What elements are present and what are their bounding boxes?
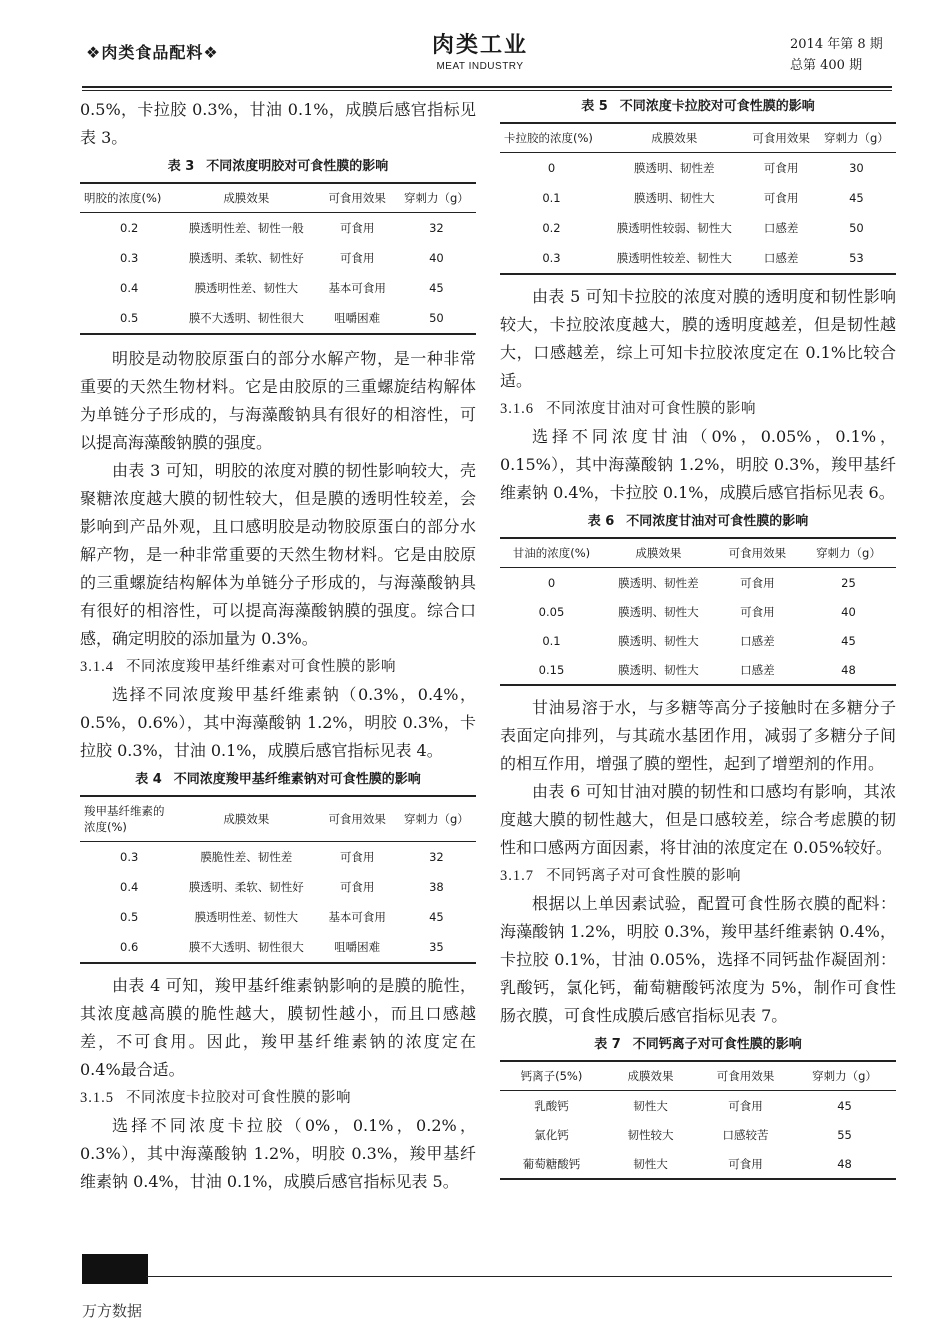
table-cell: 可食用 bbox=[339, 850, 375, 864]
table4-caption bbox=[80, 771, 476, 789]
body-paragraph: 明胶是动物胶原蛋白的部分水解产物，是一种非常重要的天然生物材料。它是由胶原的三重螺旋结构解体为单链分子形成的，与海藻酸钠具有很好的相溶性，可以提高海藻酸钠膜的强度。 bbox=[80, 349, 476, 452]
table-cell: 0 bbox=[547, 161, 556, 175]
journal-masthead bbox=[400, 28, 560, 72]
column-header: 成膜效果 bbox=[603, 1061, 698, 1091]
table3-title: 不同浓度明胶对可食性膜的影响 bbox=[206, 159, 389, 174]
table6-caption bbox=[500, 513, 896, 531]
body-paragraph: 甘油易溶于水，与多糖等高分子接触时在多糖分子表面定向排列，与其疏水基团作用，减弱了多糖分子间的相互作用，增强了膜的塑性，起到了增塑剂的作用。 bbox=[500, 698, 896, 773]
table-cell: 口感较苦 bbox=[722, 1127, 769, 1142]
table-cell: 膜透明、韧性差 bbox=[618, 575, 699, 590]
table-row bbox=[80, 273, 476, 303]
table-cell: 膜透明性差、韧性大 bbox=[194, 281, 299, 295]
section-heading-3-1-4 bbox=[80, 653, 476, 681]
table-row bbox=[500, 1120, 896, 1149]
table-cell: 膜透明、柔软、韧性好 bbox=[188, 880, 304, 894]
table-cell: 膜透明性差、韧性大 bbox=[194, 910, 299, 924]
page-number-block bbox=[82, 1254, 148, 1284]
section-title: 不同浓度卡拉胶对可食性膜的影响 bbox=[126, 1090, 351, 1106]
table-header-row bbox=[500, 1061, 896, 1091]
table-cell: 45 bbox=[429, 910, 444, 924]
table-cell: 25 bbox=[841, 575, 856, 590]
table7-title: 不同钙离子对可食性膜的影响 bbox=[632, 1037, 802, 1052]
table-cell: 韧性大 bbox=[603, 1149, 698, 1179]
column-header: 卡拉胶的浓度(%) bbox=[500, 123, 603, 153]
table-cell: 0.2 bbox=[120, 221, 139, 235]
column-header: 甘油的浓度(%) bbox=[500, 538, 603, 568]
table-cell: 0.3 bbox=[120, 251, 139, 265]
table-row bbox=[80, 932, 476, 963]
table-cell: 口感差 bbox=[746, 243, 817, 274]
table-row bbox=[500, 183, 896, 213]
table-cell: 40 bbox=[841, 604, 856, 619]
column-header: 可食用效果 bbox=[714, 538, 801, 568]
journal-title-en: MEAT INDUSTRY bbox=[436, 61, 524, 72]
table-row bbox=[80, 872, 476, 902]
body-paragraph: 选择不同浓度甘油（0%，0.05%，0.1%，0.15%），其中海藻酸钠 1.2%，明胶 0.3%，羧甲基纤维素钠 0.4%，卡拉胶 0.1%，成膜后感官指标见表 6。 bbox=[500, 427, 896, 502]
table-row bbox=[80, 243, 476, 273]
table-row bbox=[80, 842, 476, 873]
table3 bbox=[80, 182, 476, 335]
table-cell: 55 bbox=[837, 1127, 852, 1142]
column-header: 成膜效果 bbox=[175, 796, 318, 842]
table-cell: 膜脆性差、韧性差 bbox=[200, 850, 293, 864]
journal-title-cn: 肉类工业 bbox=[431, 32, 528, 58]
section-title: 不同浓度羧甲基纤维素对可食性膜的影响 bbox=[126, 659, 396, 675]
table-row bbox=[500, 153, 896, 184]
left-column bbox=[80, 96, 476, 1196]
table6-number: 表 6 bbox=[587, 514, 615, 529]
body-paragraph: 由表 3 可知，明胶的浓度对膜的韧性影响较大，壳聚糖浓度越大膜的韧性较大，但是膜的透明性较差，会影响到产品外观，且口感明胶是动物胶原蛋白的部分水解产物，是一种非常重要的天然生物材料。它是由胶原的三重螺旋结构解体为单链分子形成的，与海藻酸钠具有很好的相溶性，可以提高海藻酸钠膜的强度。综合口感，确定明胶的添加量为 0.3%。 bbox=[80, 461, 476, 648]
table-cell: 0.4 bbox=[120, 281, 139, 295]
table-cell: 乳酸钙 bbox=[534, 1098, 569, 1113]
table-cell: 0.5 bbox=[120, 910, 139, 924]
table-cell: 0.1 bbox=[542, 191, 561, 205]
table4 bbox=[80, 795, 476, 964]
table-cell: 35 bbox=[397, 932, 476, 963]
table-cell: 0.15 bbox=[500, 655, 603, 685]
column-header: 成膜效果 bbox=[603, 538, 714, 568]
table-cell: 膜透明、柔软、韧性好 bbox=[188, 251, 304, 265]
section-heading-3-1-7 bbox=[500, 862, 896, 890]
table-cell: 38 bbox=[429, 880, 444, 894]
section-heading-3-1-5 bbox=[80, 1084, 476, 1112]
table-cell: 可食用 bbox=[763, 161, 799, 175]
table-cell: 48 bbox=[801, 655, 896, 685]
issue-info bbox=[790, 34, 883, 76]
table-cell: 膜透明、韧性大 bbox=[603, 655, 714, 685]
table-cell: 氯化钙 bbox=[534, 1127, 569, 1142]
table-row bbox=[500, 1149, 896, 1179]
table-row bbox=[500, 597, 896, 626]
issue-number: 2014 年第 8 期 bbox=[790, 37, 883, 52]
table-row bbox=[80, 902, 476, 932]
table-cell: 咀嚼困难 bbox=[318, 932, 397, 963]
table-cell: 可食用 bbox=[339, 251, 375, 265]
table-cell: 0.3 bbox=[500, 243, 603, 274]
column-header: 成膜效果 bbox=[603, 123, 746, 153]
header-rule bbox=[82, 86, 892, 88]
table-cell: 0 bbox=[547, 575, 556, 590]
right-column bbox=[500, 96, 896, 1180]
table-cell: 45 bbox=[429, 281, 444, 295]
table-cell: 葡萄糖酸钙 bbox=[500, 1149, 603, 1179]
total-issue: 总第 400 期 bbox=[790, 58, 863, 73]
table-cell: 可食用 bbox=[728, 1098, 763, 1113]
page-header bbox=[0, 0, 950, 90]
table-cell: 0.4 bbox=[120, 880, 139, 894]
section-title: 不同浓度甘油对可食性膜的影响 bbox=[546, 401, 756, 417]
watermark: 万方数据 bbox=[82, 1302, 143, 1320]
table-cell: 可食用 bbox=[698, 1149, 793, 1179]
table-cell: 膜透明性较弱、韧性大 bbox=[616, 221, 732, 235]
table6-title: 不同浓度甘油对可食性膜的影响 bbox=[626, 514, 809, 529]
table-row bbox=[80, 303, 476, 334]
column-header: 穿刺力（g） bbox=[817, 123, 896, 153]
table5 bbox=[500, 122, 896, 275]
table-cell: 可食用 bbox=[339, 221, 375, 235]
table-cell: 韧性大 bbox=[633, 1098, 668, 1113]
footer-rule bbox=[146, 1276, 892, 1277]
table-cell: 0.05 bbox=[538, 604, 565, 619]
table7-number: 表 7 bbox=[594, 1037, 621, 1052]
column-header: 可食用效果 bbox=[746, 123, 817, 153]
body-paragraph: 由表 6 可知甘油对膜的韧性和口感均有影响，其浓度越大膜的韧性越大，但是口感较差，综合考虑膜的韧性和口感两方面因素，将甘油的浓度定在 0.05%较好。 bbox=[500, 782, 896, 857]
table-row bbox=[80, 213, 476, 244]
table4-title: 不同浓度羧甲基纤维素钠对可食性膜的影响 bbox=[173, 772, 421, 787]
table-cell: 45 bbox=[849, 191, 864, 205]
column-header: 可食用效果 bbox=[698, 1061, 793, 1091]
section-number: 3.1.6 bbox=[500, 401, 534, 417]
table-cell: 50 bbox=[849, 221, 864, 235]
body-paragraph: 选择不同浓度卡拉胶（0%，0.1%，0.2%，0.3%），其中海藻酸钠 1.2%，明胶 0.3%，羧甲基纤维素钠 0.4%，甘油 0.1%，成膜后感官指标见表 5。 bbox=[80, 1116, 476, 1191]
body-paragraph: 根据以上单因素试验，配置可食性肠衣膜的配料：海藻酸钠 1.2%，明胶 0.3%，羧甲基纤维素钠 0.4%，卡拉胶 0.1%，甘油 0.05%，选择不同钙盐作凝固剂：乳酸钙，氯化钙，葡萄糖酸钙浓度为 5%，制作可食性肠衣膜，可食性成膜后感官指标见表 7。 bbox=[500, 894, 896, 1025]
table-cell: 膜透明、韧性大 bbox=[633, 191, 715, 205]
section-heading-3-1-6 bbox=[500, 395, 896, 423]
table-row bbox=[500, 655, 896, 685]
table-cell: 膜透明性差、韧性一般 bbox=[188, 221, 304, 235]
table4-number: 表 4 bbox=[135, 772, 162, 787]
section-title: 不同钙离子对可食性膜的影响 bbox=[546, 868, 741, 884]
table-cell: 基本可食用 bbox=[328, 281, 386, 295]
table-cell: 50 bbox=[397, 303, 476, 334]
table-cell: 基本可食用 bbox=[328, 910, 386, 924]
table-cell: 45 bbox=[837, 1098, 852, 1113]
table-header-row bbox=[500, 538, 896, 568]
table-cell: 口感差 bbox=[714, 655, 801, 685]
table-header-row bbox=[500, 123, 896, 153]
column-header: 可食用效果 bbox=[318, 183, 397, 213]
table-cell: 膜不大透明、韧性很大 bbox=[175, 932, 318, 963]
body-paragraph: 由表 5 可知卡拉胶的浓度对膜的透明度和韧性影响较大，卡拉胶浓度越大，膜的透明度越差，但是韧性越大，口感越差，综上可知卡拉胶浓度定在 0.1%比较合适。 bbox=[500, 287, 896, 390]
table-cell: 40 bbox=[429, 251, 444, 265]
table5-number: 表 5 bbox=[581, 99, 608, 114]
column-header: 穿刺力（g） bbox=[397, 796, 476, 842]
table-cell: 可食用 bbox=[763, 191, 799, 205]
table-row bbox=[500, 626, 896, 655]
table5-title: 不同浓度卡拉胶对可食性膜的影响 bbox=[619, 99, 815, 114]
table7-caption bbox=[500, 1036, 896, 1054]
table-cell: 0.1 bbox=[542, 633, 561, 648]
table-cell: 可食用 bbox=[740, 604, 775, 619]
table-cell: 可食用 bbox=[740, 575, 775, 590]
table-cell: 咀嚼困难 bbox=[318, 303, 397, 334]
table6 bbox=[500, 537, 896, 686]
table-cell: 30 bbox=[849, 161, 864, 175]
table-row bbox=[500, 213, 896, 243]
table-cell: 膜透明性较差、韧性大 bbox=[603, 243, 746, 274]
body-paragraph: 选择不同浓度羧甲基纤维素钠（0.3%，0.4%，0.5%，0.6%），其中海藻酸钠 1.2%，明胶 0.3%，卡拉胶 0.3%，甘油 0.1%，成膜后感官指标见表 4。 bbox=[80, 685, 476, 760]
table-cell: 0.3 bbox=[120, 850, 139, 864]
table-cell: 膜不大透明、韧性很大 bbox=[175, 303, 318, 334]
table-cell: 韧性较大 bbox=[627, 1127, 674, 1142]
column-header: 穿刺力（g） bbox=[397, 183, 476, 213]
table-row bbox=[500, 1091, 896, 1121]
table-cell: 45 bbox=[841, 633, 856, 648]
table-cell: 膜透明、韧性差 bbox=[633, 161, 715, 175]
table-cell: 32 bbox=[429, 221, 444, 235]
table-cell: 48 bbox=[793, 1149, 896, 1179]
column-header: 钙离子(5%) bbox=[500, 1061, 603, 1091]
section-number: 3.1.7 bbox=[500, 868, 534, 884]
table-cell: 口感差 bbox=[740, 633, 775, 648]
table7 bbox=[500, 1060, 896, 1180]
table-cell: 口感差 bbox=[763, 221, 799, 235]
header-rule-thin bbox=[82, 90, 892, 91]
table-cell: 0.5 bbox=[80, 303, 175, 334]
table-header-row bbox=[80, 796, 476, 842]
table-cell: 32 bbox=[429, 850, 444, 864]
column-header: 明胶的浓度(%) bbox=[80, 183, 175, 213]
column-header: 可食用效果 bbox=[318, 796, 397, 842]
table-row bbox=[500, 243, 896, 274]
section-number: 3.1.5 bbox=[80, 1090, 114, 1106]
column-header: 成膜效果 bbox=[175, 183, 318, 213]
section-number: 3.1.4 bbox=[80, 659, 114, 675]
table-cell: 膜透明、韧性大 bbox=[618, 604, 699, 619]
table3-caption bbox=[80, 158, 476, 176]
table-header-row bbox=[80, 183, 476, 213]
table-cell: 53 bbox=[817, 243, 896, 274]
section-label: ❖肉类食品配料❖ bbox=[86, 43, 219, 62]
table-row bbox=[500, 568, 896, 598]
table5-caption bbox=[500, 98, 896, 116]
table3-number: 表 3 bbox=[167, 159, 195, 174]
table-cell: 可食用 bbox=[339, 880, 375, 894]
column-header: 穿刺力（g） bbox=[801, 538, 896, 568]
body-paragraph: 由表 4 可知，羧甲基纤维素钠影响的是膜的脆性，其浓度越高膜的脆性越大，膜韧性越小，而且口感越差，不可食用。因此，羧甲基纤维素钠的浓度定在 0.4%最合适。 bbox=[80, 976, 476, 1079]
table-cell: 0.6 bbox=[80, 932, 175, 963]
table-cell: 膜透明、韧性大 bbox=[618, 633, 699, 648]
column-header: 穿刺力（g） bbox=[793, 1061, 896, 1091]
column-header: 羧甲基纤维素的浓度(%) bbox=[80, 796, 175, 842]
table-cell: 0.2 bbox=[542, 221, 561, 235]
intro-paragraph: 0.5%，卡拉胶 0.3%，甘油 0.1%，成膜后感官指标见表 3。 bbox=[80, 100, 476, 147]
